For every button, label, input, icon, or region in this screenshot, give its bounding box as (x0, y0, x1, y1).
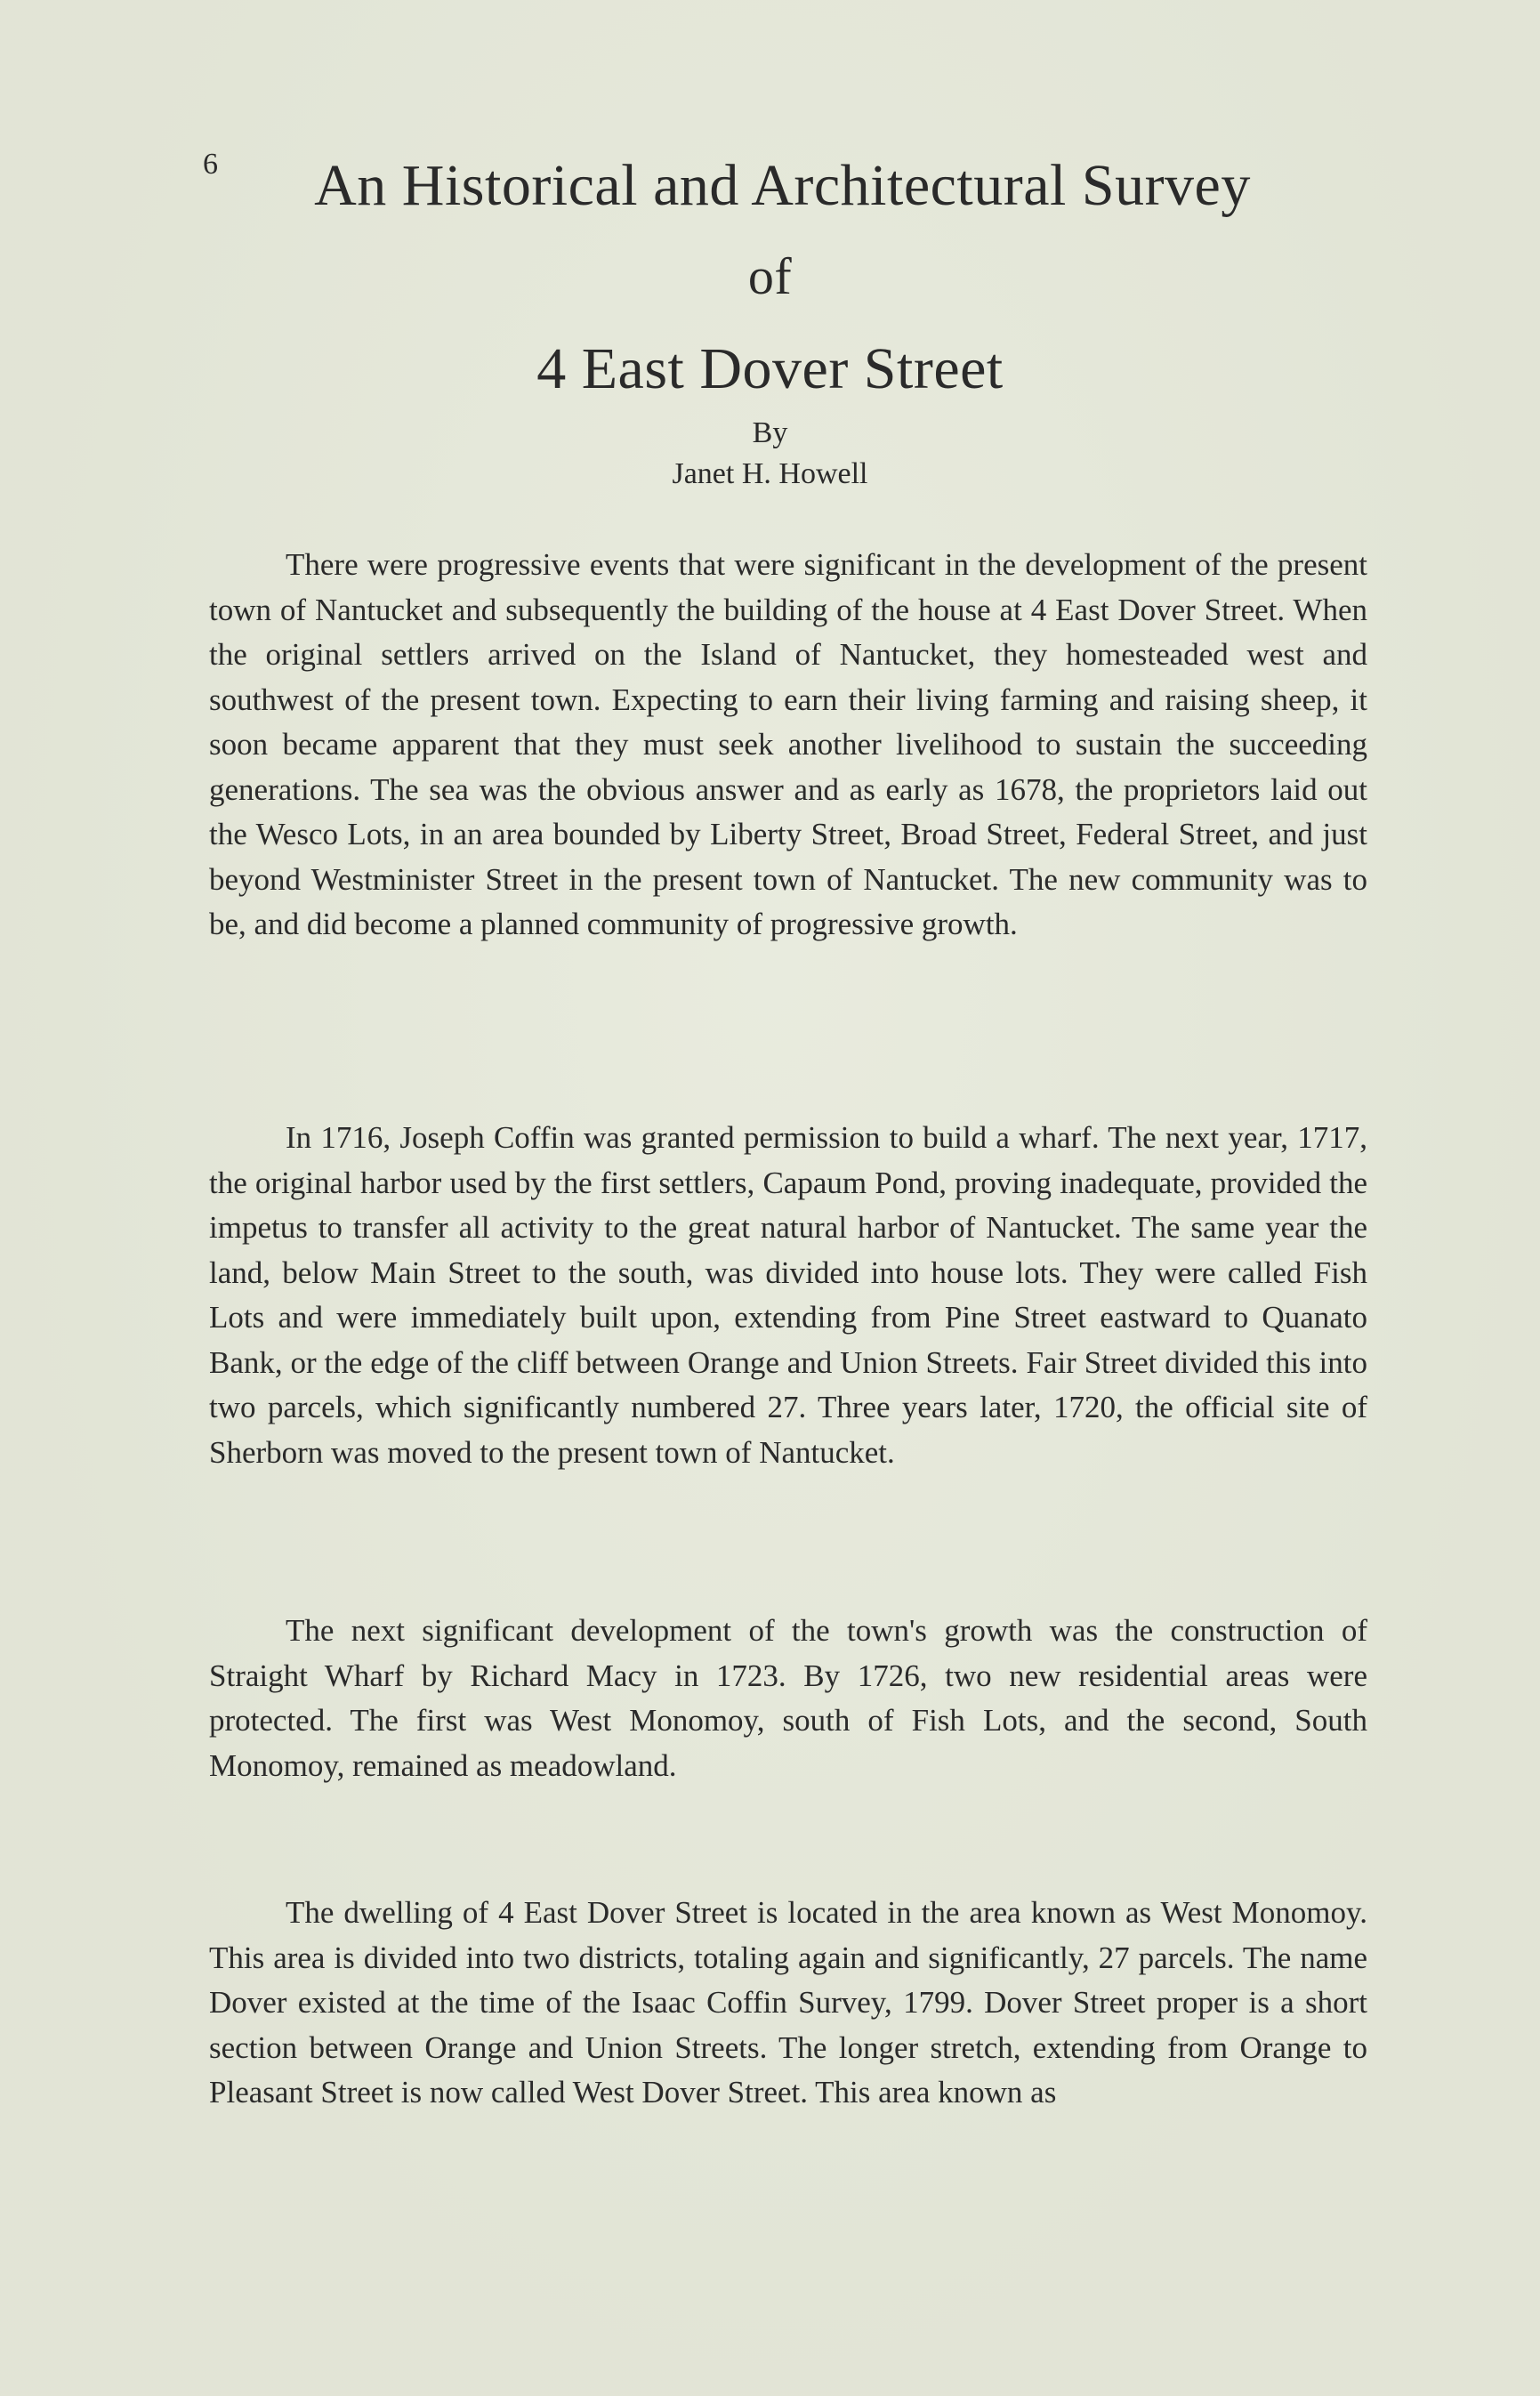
paragraph-text: The next significant development of the town's growth was the construction of Straight Wharf by Richard Macy in 1723. By 1726, two new residential areas were protected. The first was West Monomoy, south of Fish Lots, and the second, South Monomoy, remained as meadowland. (209, 1613, 1367, 1783)
title-line-1: An Historical and Architectural Survey (314, 153, 1251, 218)
paragraph-text: The dwelling of 4 East Dover Street is located in the area known as West Monomoy. This area is divided into two districts, totaling again and significantly, 27 parcels. The name Dover existed at the time of the Isaac Coffin Survey, 1799. Dover Street proper is a short section between Orange and Union Streets. The longer stretch, extending from Orange to Pleasant Street is now called West Dover Street. This area known as (209, 1895, 1367, 2110)
title-line-2: of (747, 247, 793, 305)
author-name: Janet H. Howell (672, 457, 868, 490)
paragraph-3 (209, 1609, 1367, 1788)
title-line-3: 4 East Dover Street (536, 336, 1004, 401)
paragraph-text: There were progressive events that were significant in the development of the present town of Nantucket and subsequently the building of the house at 4 East Dover Street. When the original settlers arrived on the Island of Nantucket, they homesteaded west and southwest of the present town. Expecting to earn their living farming and raising sheep, it soon became apparent that they must seek another livelihood to sustain the succeeding generations. The sea was the obvious answer and as early as 1678, the proprietors laid out the Wesco Lots, in an area bounded by Liberty Street, Broad Street, Federal Street, and just beyond Westminister Street in the present town of Nantucket. The new community was to be, and did become a planned community of progressive growth. (209, 547, 1367, 941)
paragraph-4 (209, 1891, 1367, 2116)
paragraph-1 (209, 543, 1367, 948)
paragraph-text: In 1716, Joseph Coffin was granted permission to build a wharf. The next year, 1717, the original harbor used by the first settlers, Capaum Pond, proving inadequate, provided the impetus to transfer all activity to the great natural harbor of Nantucket. The same year the land, below Main Street to the south, was divided into house lots. They were called Fish Lots and were immediately built upon, extending from Pine Street eastward to Quanato Bank, or the edge of the cliff between Orange and Union Streets. Fair Street divided this into two parcels, which significantly numbered 27. Three years later, 1720, the official site of Sherborn was moved to the present town of Nantucket. (209, 1120, 1367, 1470)
byline-by: By (752, 416, 788, 449)
page-number: 6 (203, 148, 218, 181)
paragraph-2 (209, 1116, 1367, 1475)
